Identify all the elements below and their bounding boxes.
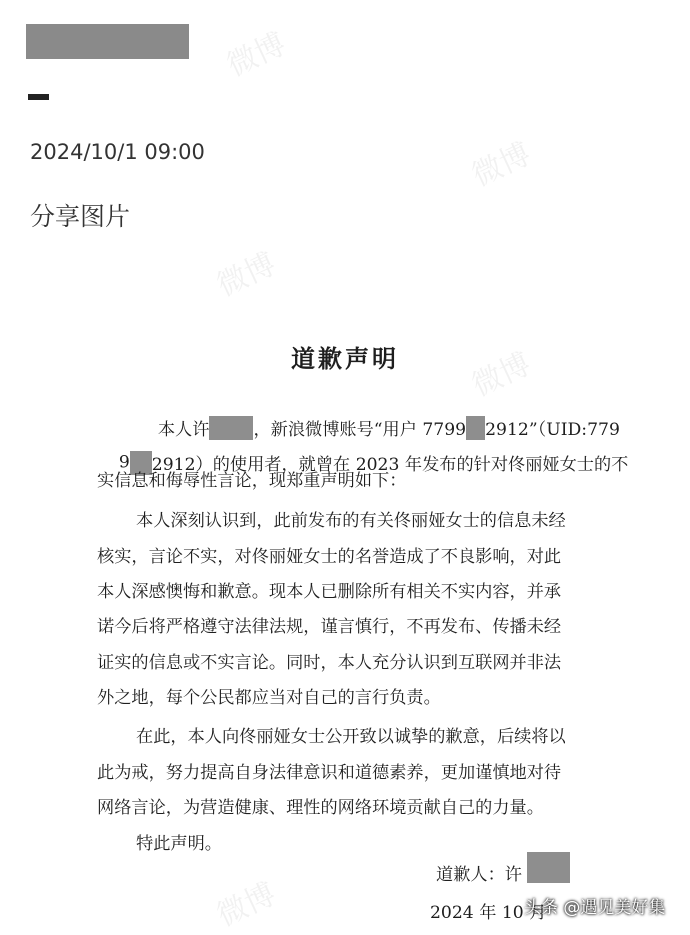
watermark: 微博 [221,26,292,84]
watermark: 微博 [211,246,282,304]
share-image-label: 分享图片 [30,202,131,231]
redacted-signature [527,852,570,883]
paragraph-2-line: 核实，言论不实，对佟丽娅女士的名誉造成了不良影响，对此 [97,547,562,567]
paragraph-2-line: 证实的信息或不实言论。同时，本人充分认识到互联网并非法 [97,653,562,673]
paragraph-3-line: 网络言论，为营造健康、理性的网络环境贡献自己的力量。 [97,798,544,818]
watermark: 微博 [211,876,282,934]
source-watermark-badge: 头条 @遇见美好集 [524,898,666,918]
paragraph-2-line: 外之地，每个公民都应当对自己的言行负责。 [97,688,441,708]
paragraph-1-line-1: 本人许 ，新浪微博账号“用户 7799 2912”（UID:779 [136,395,620,460]
signature-line: 道歉人：许 [436,865,522,885]
date-line: 2024 年 10 月 [430,903,547,923]
paragraph-3-line: 在此，本人向佟丽娅女士公开致以诚挚的歉意，后续将以 [136,727,566,747]
paragraph-2-line: 本人深感懊悔和歉意。现本人已删除所有相关不实内容，并承 [97,582,562,602]
paragraph-1-line-3: 实信息和侮辱性言论，现郑重声明如下： [97,471,407,491]
paragraph-2-line: 诺今后将严格遵守法律法规，谨言慎行，不再发布、传播未经 [97,617,562,637]
closing-line: 特此声明。 [136,834,222,854]
post-timestamp: 2024/10/1 09:00 [30,140,205,164]
watermark: 微博 [466,346,537,404]
dash-mark [28,94,49,100]
paragraph-3-line: 此为戒，努力提高自身法律意识和道德素养，更加谨慎地对待 [97,763,562,783]
paragraph-2-line: 本人深刻认识到，此前发布的有关佟丽娅女士的信息未经 [136,511,566,531]
redacted-username [26,24,189,59]
watermark: 微博 [466,136,537,194]
document-title: 道歉声明 [291,344,399,373]
paragraph-1-line-2: 9 2912）的使用者，就曾在 2023 年发布的针对佟丽娅女士的不 [118,452,629,475]
